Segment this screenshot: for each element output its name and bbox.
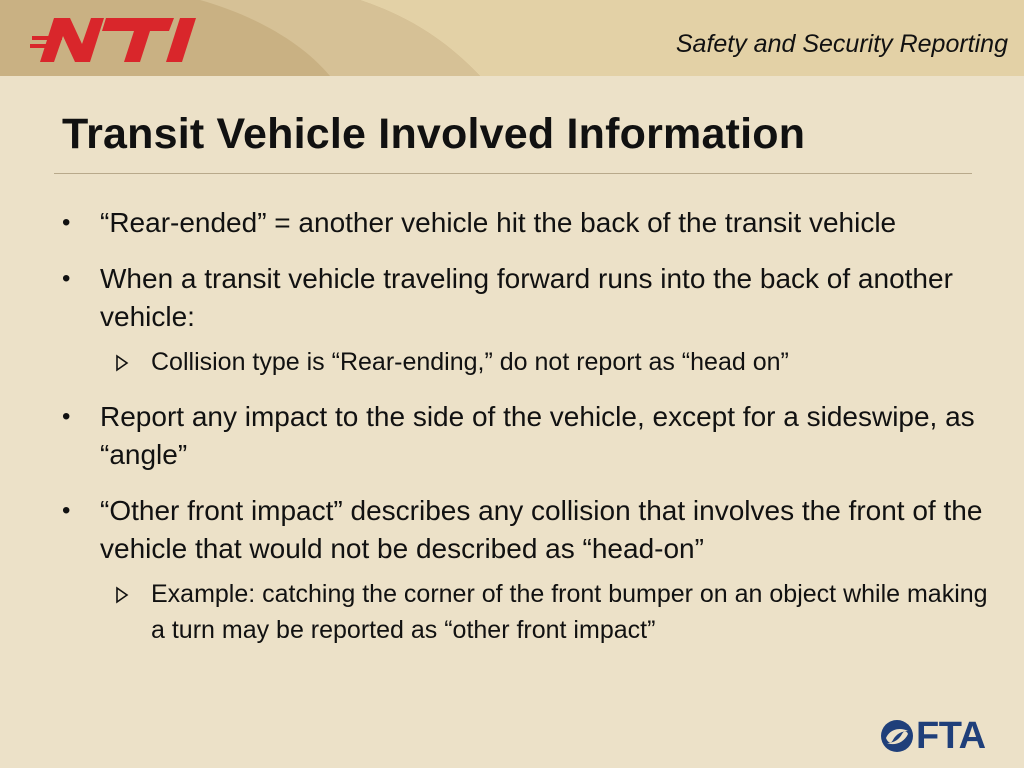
- sub-bullet-text: Example: catching the corner of the front bumper on an object while making a turn may be reported as “other front impact”: [151, 580, 988, 644]
- bullet-list: [58, 204, 998, 666]
- arrowhead-bullet-icon: [114, 345, 130, 379]
- header-title: Safety and Security Reporting: [675, 30, 1008, 58]
- bullet-dot-icon: •: [62, 497, 71, 524]
- bullet-text: Report any impact to the side of the vehicle, except for a sideswipe, as “angle”: [100, 401, 975, 470]
- bullet-item: [58, 492, 998, 568]
- nti-logo: [30, 14, 210, 66]
- slide-title: Transit Vehicle Involved Information: [62, 110, 806, 158]
- sub-bullet-item: [58, 344, 998, 380]
- bullet-text: “Rear-ended” = another vehicle hit the back of the transit vehicle: [100, 207, 897, 238]
- arrowhead-bullet-icon: [114, 577, 130, 611]
- bullet-item: [58, 398, 998, 474]
- sub-bullet-item: [58, 576, 998, 648]
- nti-logo-icon: [30, 14, 210, 66]
- bullet-dot-icon: •: [62, 209, 71, 236]
- sub-bullet-text: Collision type is “Rear-ending,” do not report as “head on”: [151, 348, 789, 376]
- bullet-text: When a transit vehicle traveling forward runs into the back of another vehicle:: [100, 263, 953, 332]
- bullet-dot-icon: •: [62, 265, 71, 292]
- fta-logo-text: FTA: [916, 715, 986, 757]
- title-divider: [54, 173, 972, 174]
- fta-logo: [880, 714, 1002, 758]
- bullet-text: “Other front impact” describes any collision that involves the front of the vehicle that would not be described as “head-on”: [100, 495, 983, 564]
- bullet-item: [58, 204, 998, 242]
- fta-logo-icon: [880, 719, 914, 753]
- bullet-dot-icon: •: [62, 403, 71, 430]
- bullet-item: [58, 260, 998, 336]
